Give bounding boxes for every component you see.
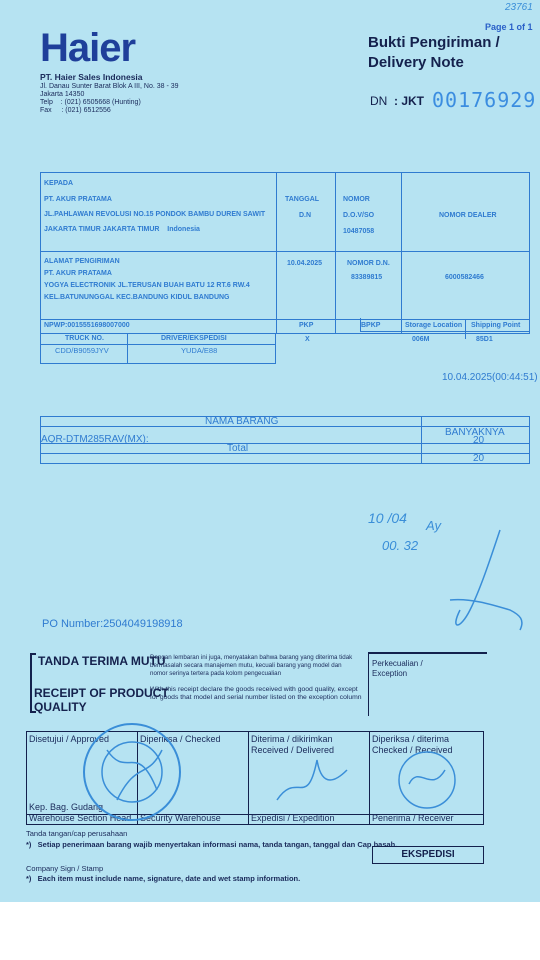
kepada-name: PT. AKUR PRATAMA [44, 196, 112, 203]
alamat-label: ALAMAT PENGIRIMAN [44, 258, 120, 265]
nomor-dn-label: NOMOR D.N. [347, 260, 390, 267]
storage-box [360, 318, 530, 332]
nomor-value: 10487058 [343, 228, 375, 235]
items-table [40, 416, 530, 464]
handwritten-date: 10 /04 [368, 510, 407, 526]
kepada-label: KEPADA [44, 180, 74, 187]
alamat-name: PT. AKUR PRATAMA [44, 270, 112, 277]
truck-driver-box [40, 334, 276, 364]
expedisi-label: Expedisi / Expedition [251, 813, 335, 823]
signature-grid [26, 731, 484, 825]
handwritten-time: 00. 32 [382, 538, 419, 553]
footer-sign-id: Tanda tangan/cap perusahaan [26, 829, 128, 838]
total-label: Total [227, 443, 249, 454]
nomor-sub: D.O.V/SO [343, 212, 375, 219]
info-table [40, 172, 530, 334]
po-number: PO Number:2504049198918 [42, 618, 183, 630]
address-line: Jakarta 14350 [40, 91, 85, 98]
footer-note-en: *) Each item must include name, signature, date and wet stamp information. [26, 874, 301, 883]
kepada-address: JL.PAHLAWAN REVOLUSI NO.15 PONDOK BAMBU DUREN SAWIT [44, 211, 266, 218]
print-timestamp: 10.04.2025(00:44:51) [442, 372, 538, 383]
wh-head-label-id: Kep. Bag. Gudang [29, 802, 104, 812]
haier-logo: Haier [40, 26, 136, 70]
item-name: AQR-DTM285RAV(MX): [41, 434, 149, 445]
shipping-value: 85D1 [476, 336, 493, 343]
shipping-label: Shipping Point [471, 322, 521, 329]
exception-box [368, 652, 487, 716]
fax-line: Fax : (021) 6512556 [40, 107, 111, 114]
address-line: Jl. Danau Sunter Barat Blok A III, No. 38 - 39 [40, 83, 179, 90]
receipt-title-line1: RECEIPT OF PRODUCT [34, 686, 169, 700]
truck-label: TRUCK NO. [65, 335, 104, 342]
dn-label: DN : JKT [370, 94, 425, 108]
col-banyaknya: BANYAKNYA [445, 427, 505, 438]
expedition-signature [267, 750, 357, 810]
receipt-desc: With this receipt declare the goods received with good quality, except for goods that model and serial number listed on the exception column [150, 686, 362, 701]
delivered-label-en: Received / Delivered [251, 745, 335, 755]
bpkp-label: BPKP [361, 322, 381, 329]
driver-value: YUDA/E88 [181, 346, 218, 355]
ekspedisi-box: EKSPEDISI [372, 846, 484, 864]
truck-value: CDD/B9059JYV [55, 346, 109, 355]
col-nama-barang: NAMA BARANG [205, 416, 279, 427]
storage-value: 006M [412, 336, 430, 343]
checked-label: Diperiksa / Checked [140, 734, 221, 744]
pkp-value: X [305, 336, 310, 343]
receiver-label: Penerima / Receiver [372, 813, 454, 823]
dealer-label: NOMOR DEALER [439, 212, 497, 219]
handwritten-initials: Ay [426, 518, 442, 533]
pkp-label: PKP [299, 322, 314, 329]
npwp: NPWP:0015551698007000 [44, 322, 130, 329]
tanda-terima-title: TANDA TERIMA MUTU [38, 654, 166, 668]
delivered-label-id: Diterima / dikirimkan [251, 734, 333, 744]
tanda-terima-desc: Dengan lembaran ini juga, menyatakan bahwa barang yang diterima tidak bermasalah secara manajemen mutu, kecuali barang yang model dan nomor serinya tertera pada kolom pengecualian [150, 654, 353, 677]
signature-handwriting [430, 520, 530, 640]
exception-label-id: Perkecualian / [372, 659, 423, 668]
receiver-stamp [387, 744, 467, 812]
received-label-en: Checked / Received [372, 745, 453, 755]
warehouse-stamp [67, 720, 197, 824]
dn-number: 00176929 [432, 88, 537, 112]
storage-label: Storage Location [405, 322, 463, 329]
tanggal-value: 10.04.2025 [287, 260, 323, 267]
security-label: Security Warehouse [140, 813, 221, 823]
tanggal-label: TANGGAL [285, 196, 320, 203]
approved-label: Disetujui / Approved [29, 734, 110, 744]
wh-head-label-en: Warehouse Section Head [29, 813, 132, 823]
driver-label: DRIVER/EKSPEDISI [161, 335, 227, 342]
nomor-label: NOMOR [343, 196, 370, 203]
tanggal-sub: D.N [299, 212, 312, 219]
item-qty: 20 [473, 435, 485, 446]
kepada-city: JAKARTA TIMUR JAKARTA TIMUR Indonesia [44, 226, 200, 233]
doc-title-en: Delivery Note [368, 54, 464, 71]
company-name: PT. Haier Sales Indonesia [40, 72, 143, 82]
phone-line: Telp : (021) 6505668 (Hunting) [40, 99, 141, 106]
doc-title-id: Bukti Pengiriman / [368, 34, 500, 51]
receipt-title-line2: QUALITY [34, 700, 87, 714]
alamat-address: YOGYA ELECTRONIK JL.TERUSAN BUAH BATU 12 RT.6 RW.4 [44, 282, 250, 289]
nomor-dn-value: 83389815 [351, 274, 383, 281]
received-label-id: Diperiksa / diterima [372, 734, 450, 744]
page-indicator: Page 1 of 1 [485, 22, 533, 32]
footer-sign-en: Company Sign / Stamp [26, 864, 104, 873]
alamat-city: KEL.BATUNUNGGAL KEC.BANDUNG KIDUL BANDUNG [44, 294, 230, 301]
handwritten-ref: 23761 [505, 2, 533, 13]
exception-label-en: Exception [372, 669, 408, 678]
dealer-value: 6000582466 [445, 274, 484, 281]
total-value: 20 [473, 453, 485, 464]
footer-note-id: *) Setiap penerimaan barang wajib menyertakan informasi nama, tanda tangan, tanggal dan Cap basah. [26, 840, 398, 849]
